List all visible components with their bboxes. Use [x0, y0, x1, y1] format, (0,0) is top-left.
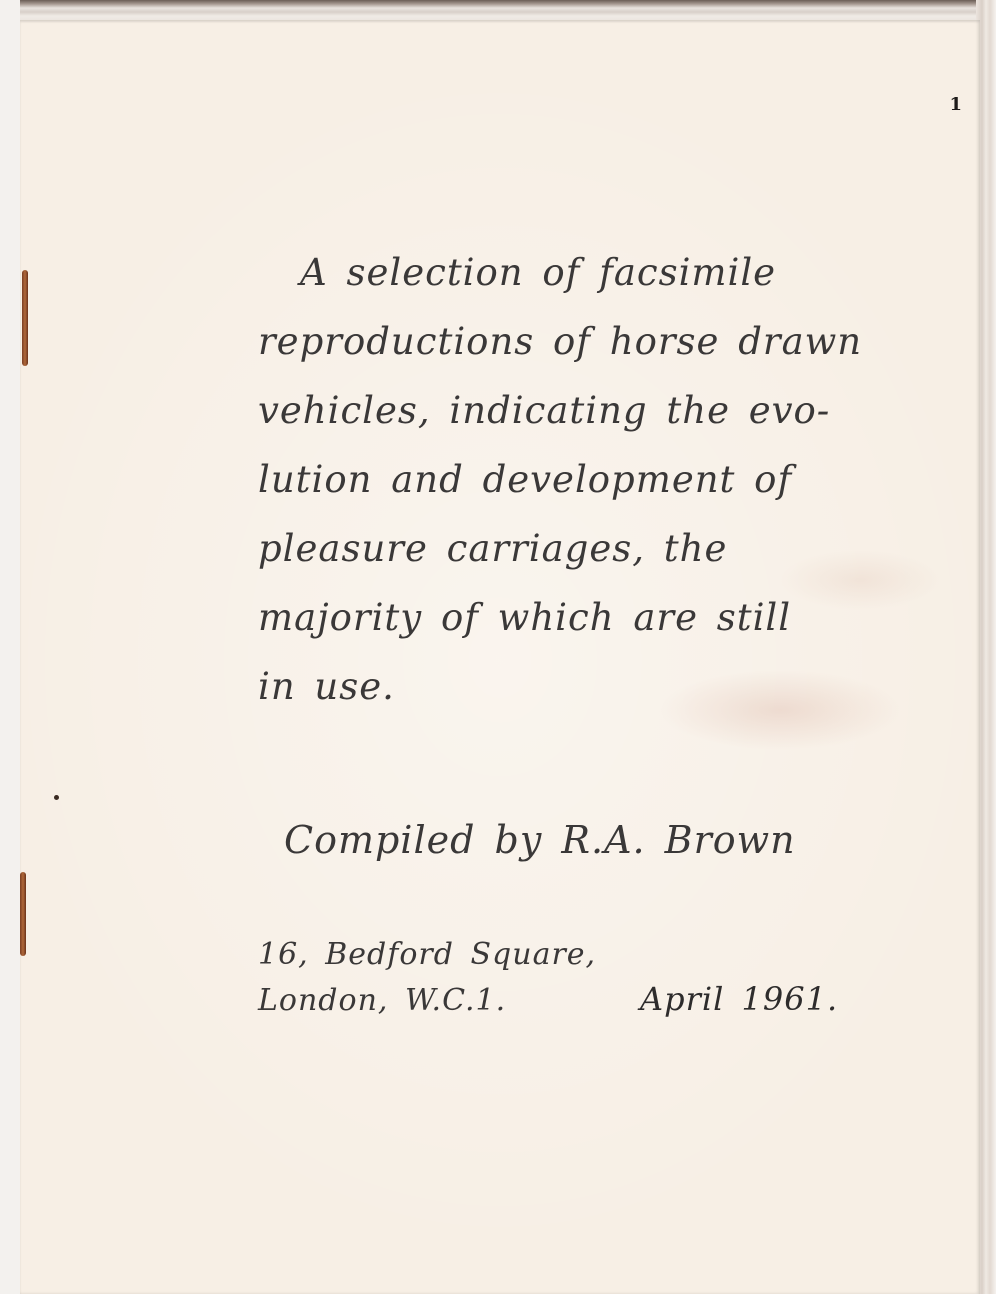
description-line: A selection of facsimile: [300, 251, 777, 294]
description-line: majority of which are still: [258, 596, 792, 639]
staple-bottom: [20, 872, 26, 956]
date: April 1961.: [640, 980, 839, 1018]
description-line: vehicles, indicating the evo-: [258, 389, 831, 432]
ink-dot: [54, 795, 59, 800]
description-line: reproductions of horse drawn: [258, 320, 863, 363]
address-line: 16, Bedford Square,: [258, 937, 597, 972]
description-text: [258, 238, 863, 721]
compiled-by: Compiled by R.A. Brown: [284, 818, 796, 862]
address-line: London, W.C.1.: [258, 983, 507, 1018]
description-line: pleasure carriages, the: [258, 527, 728, 570]
description-line: in use.: [258, 665, 395, 708]
address: [258, 932, 596, 1024]
staple-top: [22, 270, 28, 366]
description-line: lution and development of: [258, 458, 793, 501]
page-number: 1: [949, 94, 962, 115]
booklet-page: [20, 20, 980, 1294]
